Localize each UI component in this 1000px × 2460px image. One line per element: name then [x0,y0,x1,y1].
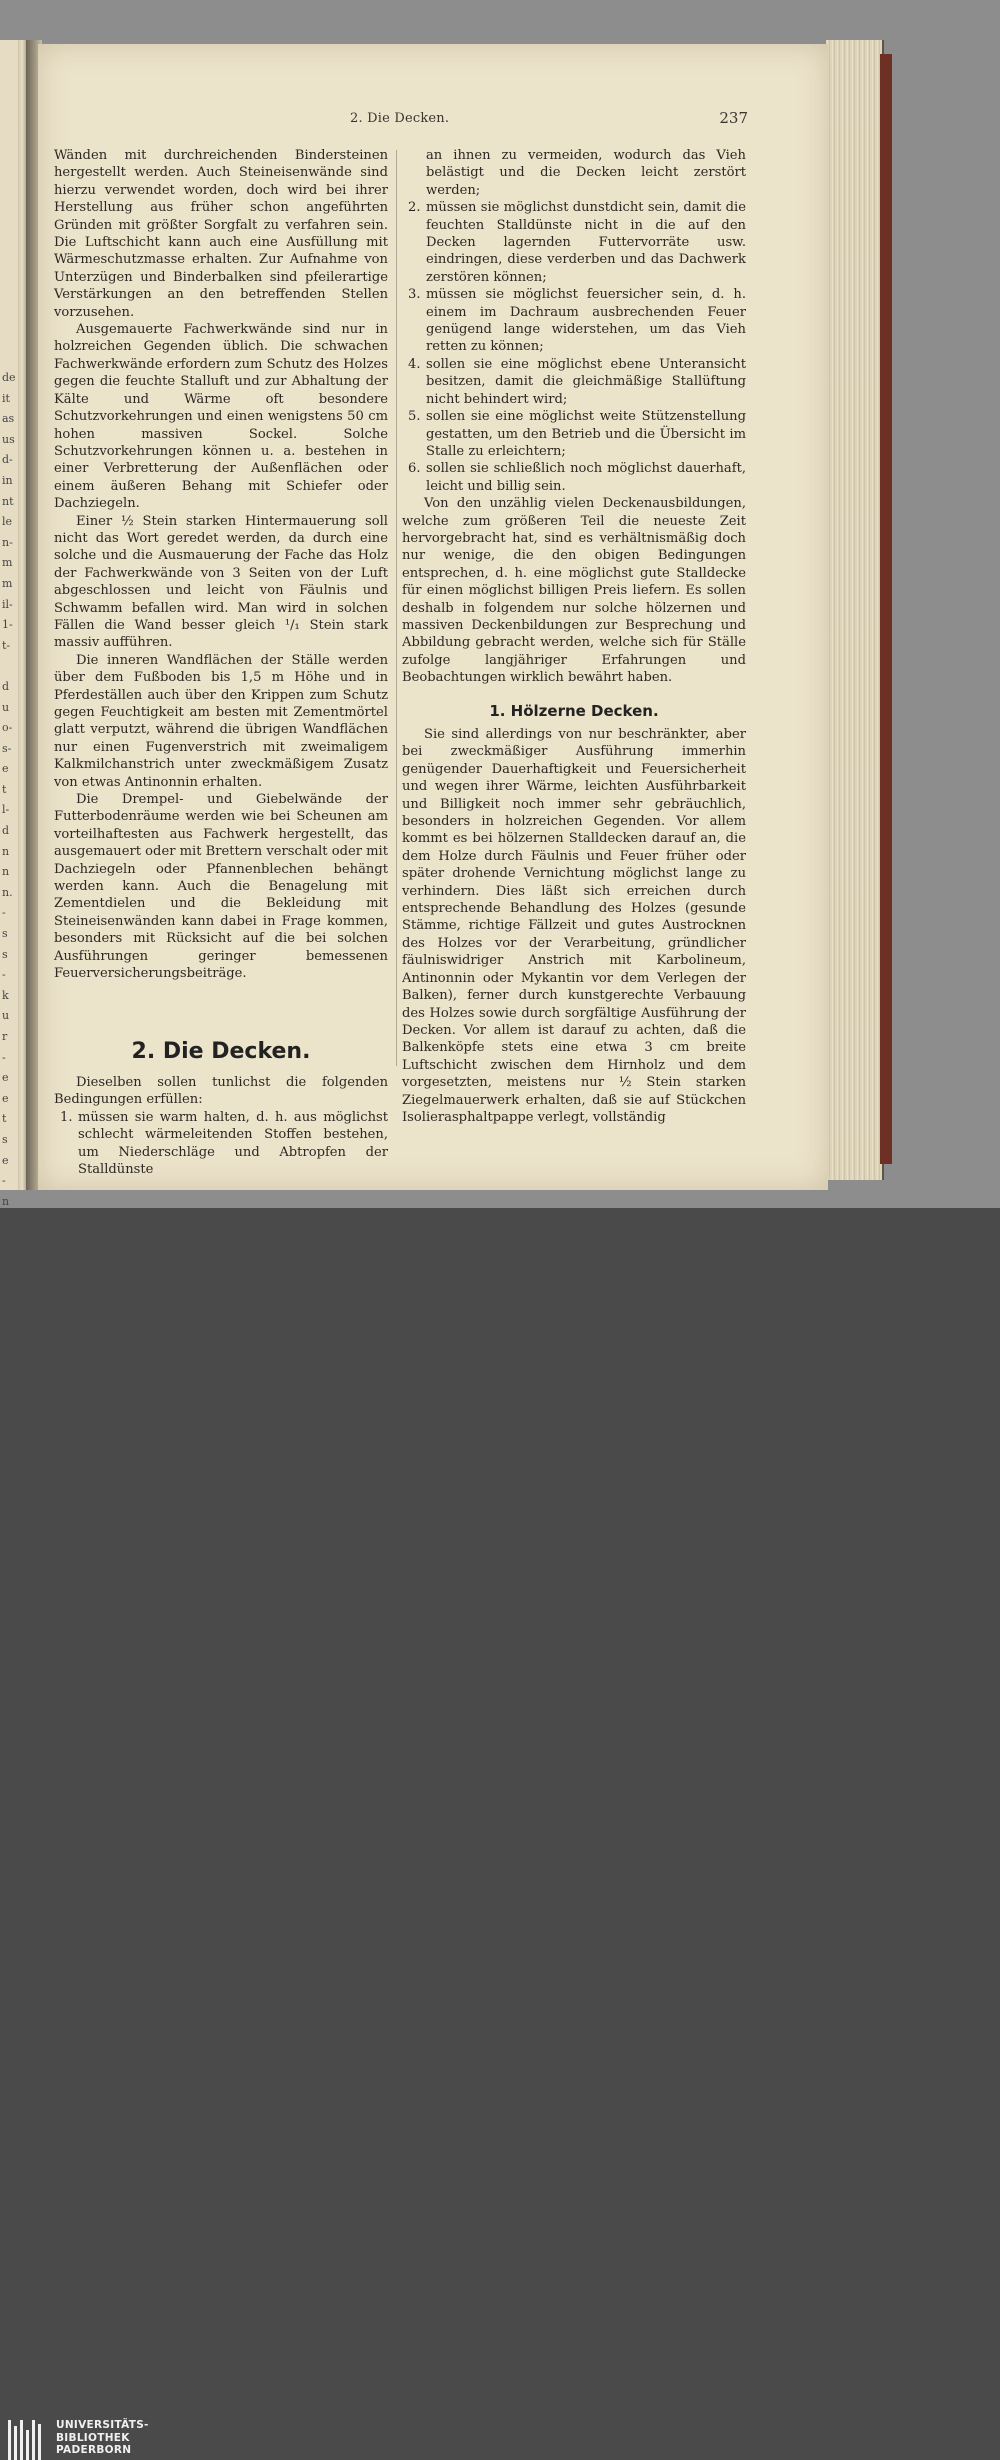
list-number: 1. [60,1109,73,1125]
margin-fragment: nt [2,494,14,508]
library-logo-icon [8,2420,46,2460]
list-item [402,286,746,356]
margin-fragment: d- [2,453,13,467]
margin-fragment: o- [2,721,13,735]
margin-fragment: e [2,1153,9,1167]
scanned-book-spread [0,0,1000,1208]
list-item [402,147,746,199]
margin-fragment: e [2,1071,9,1085]
margin-fragment: le [2,515,13,529]
list-text: sollen sie schließlich noch möglichst dauerhaft, leicht und billig sein. [426,461,746,494]
margin-fragment: s [2,1132,8,1146]
section-heading: 2. Die Decken. [131,1038,311,1064]
page-block-edge [826,40,884,1180]
margin-fragment: u [2,700,10,714]
list-number: 6. [408,461,421,477]
list-number: 5. [408,409,421,425]
left-column [54,147,388,1178]
margin-fragment: d [2,679,10,693]
margin-fragment: as [2,412,15,426]
margin-fragment: in [2,473,13,487]
margin-fragment: d [2,824,10,838]
list-text: müssen sie möglichst dunstdicht sein, damit die feuchten Stalldünste nicht in die auf den Decken lagernden Futtervorräte usw. eindringen, diese verderben und das Dachwerk zerstören können; [426,200,746,285]
margin-fragment: de [2,371,16,384]
margin-fragment: - [2,968,6,982]
margin-fragment: n- [2,535,13,549]
margin-fragment: it [2,391,10,405]
margin-fragment: l- [2,803,10,817]
list-number: 4. [408,356,421,372]
paragraph: Die Drempel- und Giebelwände der Futterbodenräume werden wie bei Scheunen am vorteilhaftesten aus Fachwerk hergestellt, das ausgemauert oder mit Brettern verschalt oder mit Dachziegeln oder Pfannenblechen behängt werden kann. Auch die Benagelung mit Zementdielen und die Bekleidung mit Steineisenwänden kann dabei in Frage kommen, besonders mit Rücksicht auf die bei solchen Ausführungen geringer bemessenen Feuerversicherungsbeiträge. [54,792,389,982]
margin-fragment: - [2,906,6,920]
margin-fragment: u [2,1009,10,1023]
margin-fragment: n [2,1194,10,1208]
list-item [402,408,746,460]
margin-fragment: - [2,1174,6,1188]
margin-fragment: n [2,865,10,879]
subsection-heading: 1. Hölzerne Decken. [489,701,659,720]
previous-page-edge [0,40,26,1208]
list-text: müssen sie möglichst feuersicher sein, d. h. einem im Dachraum ausbrechenden Feuer genügend lange widerstehen, um das Vieh retten zu können; [426,287,746,355]
paragraph: Einer ½ Stein starken Hintermauerung soll nicht das Wort geredet werden, da durch eine solche und die Ausmauerung der Fache das Holz der Fachwerkwände von 3 Seiten von der Luft abgeschlossen und leicht von Fäulnis und Schwamm befallen wird. Man wird in solchen Fällen die Wand besser gleich ¹/₁ Stein stark massiv aufführen. [54,513,388,651]
margin-fragment: il- [2,597,13,611]
margin-fragment: 1- [2,618,13,632]
logo-line: PADERBORN [56,2444,132,2456]
margin-fragment: m [2,576,13,590]
paragraph: Von den unzählig vielen Deckenausbildungen, welche zum größeren Teil die neueste Zeit hervorgebracht hat, sind es verhältnismäßig doch nur wenige, die den obigen Bedingungen entsprechen, d. h. eine möglichst gute Stalldecke für einen möglichst billigen Preis liefern. Es sollen deshalb in folgendem nur solche hölzernen und massiven Deckenbildungen zur Besprechung und Abbildung gebracht werden, welche sich für Ställe zufolge langjähriger Erfahrungen und Beobachtungen wirklich bewährt haben. [402,496,746,686]
list-number: 3. [408,287,421,303]
book-cover-edge [880,54,892,1164]
margin-fragment: e [2,762,9,776]
list-text: müssen sie warm halten, d. h. aus möglichst schlecht wärmeleitenden Stoffen bestehen, um Niederschläge und Abtropfen der Stalldünste [78,1109,388,1177]
margin-fragment: m [2,556,13,570]
margin-fragment: s [2,947,8,961]
list-item [402,460,746,495]
list-item [402,199,746,286]
list-text: sollen sie eine möglichst ebene Unteransicht besitzen, damit die gleichmäßige Stallüftung nicht behindert wird; [426,356,746,407]
margin-fragment: n [2,844,10,858]
list-item [54,1109,388,1179]
list-text: an ihnen zu vermeiden, wodurch das Vieh belästigt und die Decken leicht zerstört werden; [426,148,746,198]
list-item [402,356,746,408]
margin-fragment: s [2,927,8,941]
margin-fragment: s- [2,741,12,755]
paragraph: Dieselben sollen tunlichst die folgenden Bedingungen erfüllen: [54,1074,388,1108]
page-header [40,111,748,133]
paragraph: Die inneren Wandflächen der Ställe werden über dem Fußboden bis 1,5 m Höhe und in Pferdeställen auch über den Krippen zum Schutz gegen Feuchtigkeit am besten mit Zementmörtel glatt verputzt, während die übrigen Wandflächen nur einen Fugenverstrich mit zweimaligem Kalkmilchanstrich unter zweckmäßigem Zusatz von etwas Antinonnin erhalten. [54,652,388,790]
margin-fragment: n. [2,885,13,899]
paragraph: Ausgemauerte Fachwerkwände sind nur in holzreichen Gegenden üblich. Die schwachen Fachwerkwände erfordern zum Schutz des Holzes gegen die feuchte Stalluft und zur Abhaltung der Kälte und Wärme oft besondere Schutzvorkehrungen und einen wenigstens 50 cm hohen massiven Sockel. Solche Schutzvorkehrungen können u. a. bestehen in einer Verbretterung der Außenflächen oder einem äußeren Behang mit Schiefer oder Dachziegeln. [54,322,388,512]
margin-fragment: t- [2,638,11,652]
margin-fragment: us [2,432,15,446]
margin-fragment: r [2,1030,8,1043]
margin-fragment: k [2,988,9,1002]
list-text: sollen sie eine möglichst weite Stützenstellung gestatten, um den Betrieb und die Übersicht im Stalle zu erleichtern; [426,409,746,459]
list-number: 2. [408,200,421,216]
paragraph: Wänden mit durchreichenden Bindersteinen hergestellt werden. Auch Steineisenwände sind hierzu verwendet worden, doch wird bei ihrer Herstellung aus früher schon angeführten Gründen mit größter Sorgfalt zu verfahren sein. Die Luftschicht kann auch eine Ausfüllung mit Wärmeschutzmasse erhalten. Zur Aufnahme von Unterzügen und Binderbalken sind pfeilerartige Verstärkungen an den betreffenden Stellen vorzusehen. [54,148,388,320]
column-divider [396,150,397,1066]
previous-page-fore-edge [18,40,26,1190]
right-column [402,147,746,1126]
margin-fragment: t [2,1112,7,1126]
paragraph: Sie sind allerdings von nur beschränkter, aber bei zweckmäßiger Ausführung immerhin genügender Dauerhaftigkeit und Feuersicherheit und wegen ihrer Wärme, leichten Ausführbarkeit und Billigkeit noch immer sehr gebräuchlich, besonders in holzreichen Gegenden. Vor allem kommt es bei hölzernen Stalldecken darauf an, die dem Holze durch Fäulnis und Feuer früher oder später drohende Vernichtung möglichst lange zu verhindern. Dies läßt sich erreichen durch entsprechende Behandlung des Holzes (gesunde Stämme, richtige Fällzeit und gutes Austrocknen des Holzes vor der Verarbeitung, gründlicher fäulniswidriger Anstrich mit Karbolineum, Antinonnin oder Mykantin vor dem Verlegen der Balken), ferner durch kunstgerechte Verbauung des Holzes sowie durch sorgfältige Ausführung der Decken. Vor allem ist darauf zu achten, daß die Balkenköpfe stets eine etwa 3 cm breite Luftschicht zwischen dem Hirnholz und dem vorgesetzten, meistens nur ½ Stein starken Ziegelmauerwerk erhalten, daß sie auf Stückchen Isolierasphaltpappe verlegt, vollständig [402,727,746,1125]
margin-fragment: - [2,1050,6,1064]
page-number: 237 [719,109,748,127]
margin-fragment: t [2,782,7,796]
running-head: 2. Die Decken. [350,111,450,126]
library-logo-text [56,2419,149,2457]
logo-line: UNIVERSITÄTS- [56,2419,149,2431]
library-footer [0,1208,1000,2456]
margin-fragment: e [2,1091,9,1105]
logo-line: BIBLIOTHEK [56,2431,130,2444]
